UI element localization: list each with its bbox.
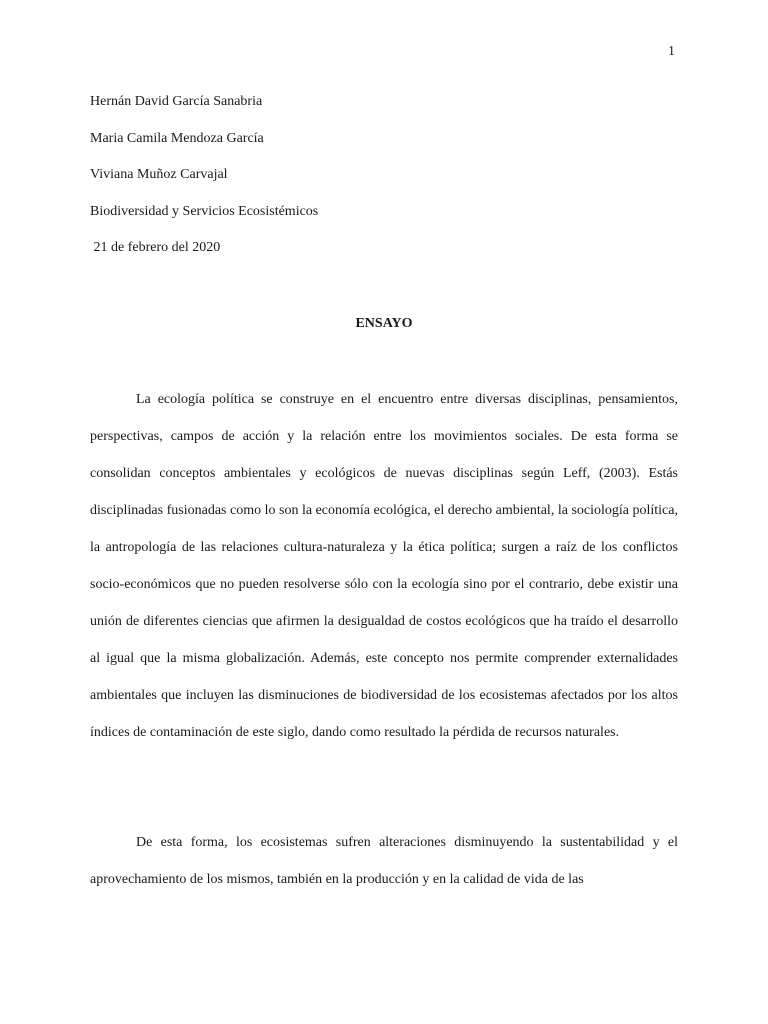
document-header (90, 92, 678, 275)
author-name: Viviana Muñoz Carvajal (90, 167, 228, 183)
document-date: 21 de febrero del 2020 (90, 240, 221, 256)
author-name: Maria Camila Mendoza García (90, 130, 264, 146)
document-title: ENSAYO (355, 316, 413, 331)
body-paragraph: La ecología política se construye en el encuentro entre diversas disciplinas, pensamientos, perspectivas, campos de acción y la relación entre los movimientos sociales. De esta forma se consolidan conceptos ambientales y ecológicos de nuevas disciplinas según Leff, (2003). Estás disciplinadas fusionadas como lo son la economía ecológica, el derecho ambiental, la sociología política, la antropología de las relaciones cultura-naturaleza y la ética política; surgen a raíz de los conflictos socio-económicos que no pueden resolverse sólo con la ecología sino por el contrario, debe existir una unión de diferentes ciencias que afirmen la desigualdad de costos ecológicos que ha traído el desarrollo al igual que la misma globalización. Además, este concepto nos permite comprender externalidades ambientales que incluyen las disminuciones de biodiversidad de los ecosistemas afectados por los altos índices de contaminación de este siglo, dando como resultado la pérdida de recursos naturales. (90, 392, 678, 740)
page-number: 1 (668, 44, 675, 59)
author-name: Hernán David García Sanabria (90, 94, 263, 109)
course-name: Biodiversidad y Servicios Ecosistémicos (90, 203, 319, 219)
body-paragraph: De esta forma, los ecosistemas sufren alteraciones disminuyendo la sustentabilidad y el aprovechamiento de los mismos, también en la producción y en la calidad de vida de las (90, 835, 678, 887)
